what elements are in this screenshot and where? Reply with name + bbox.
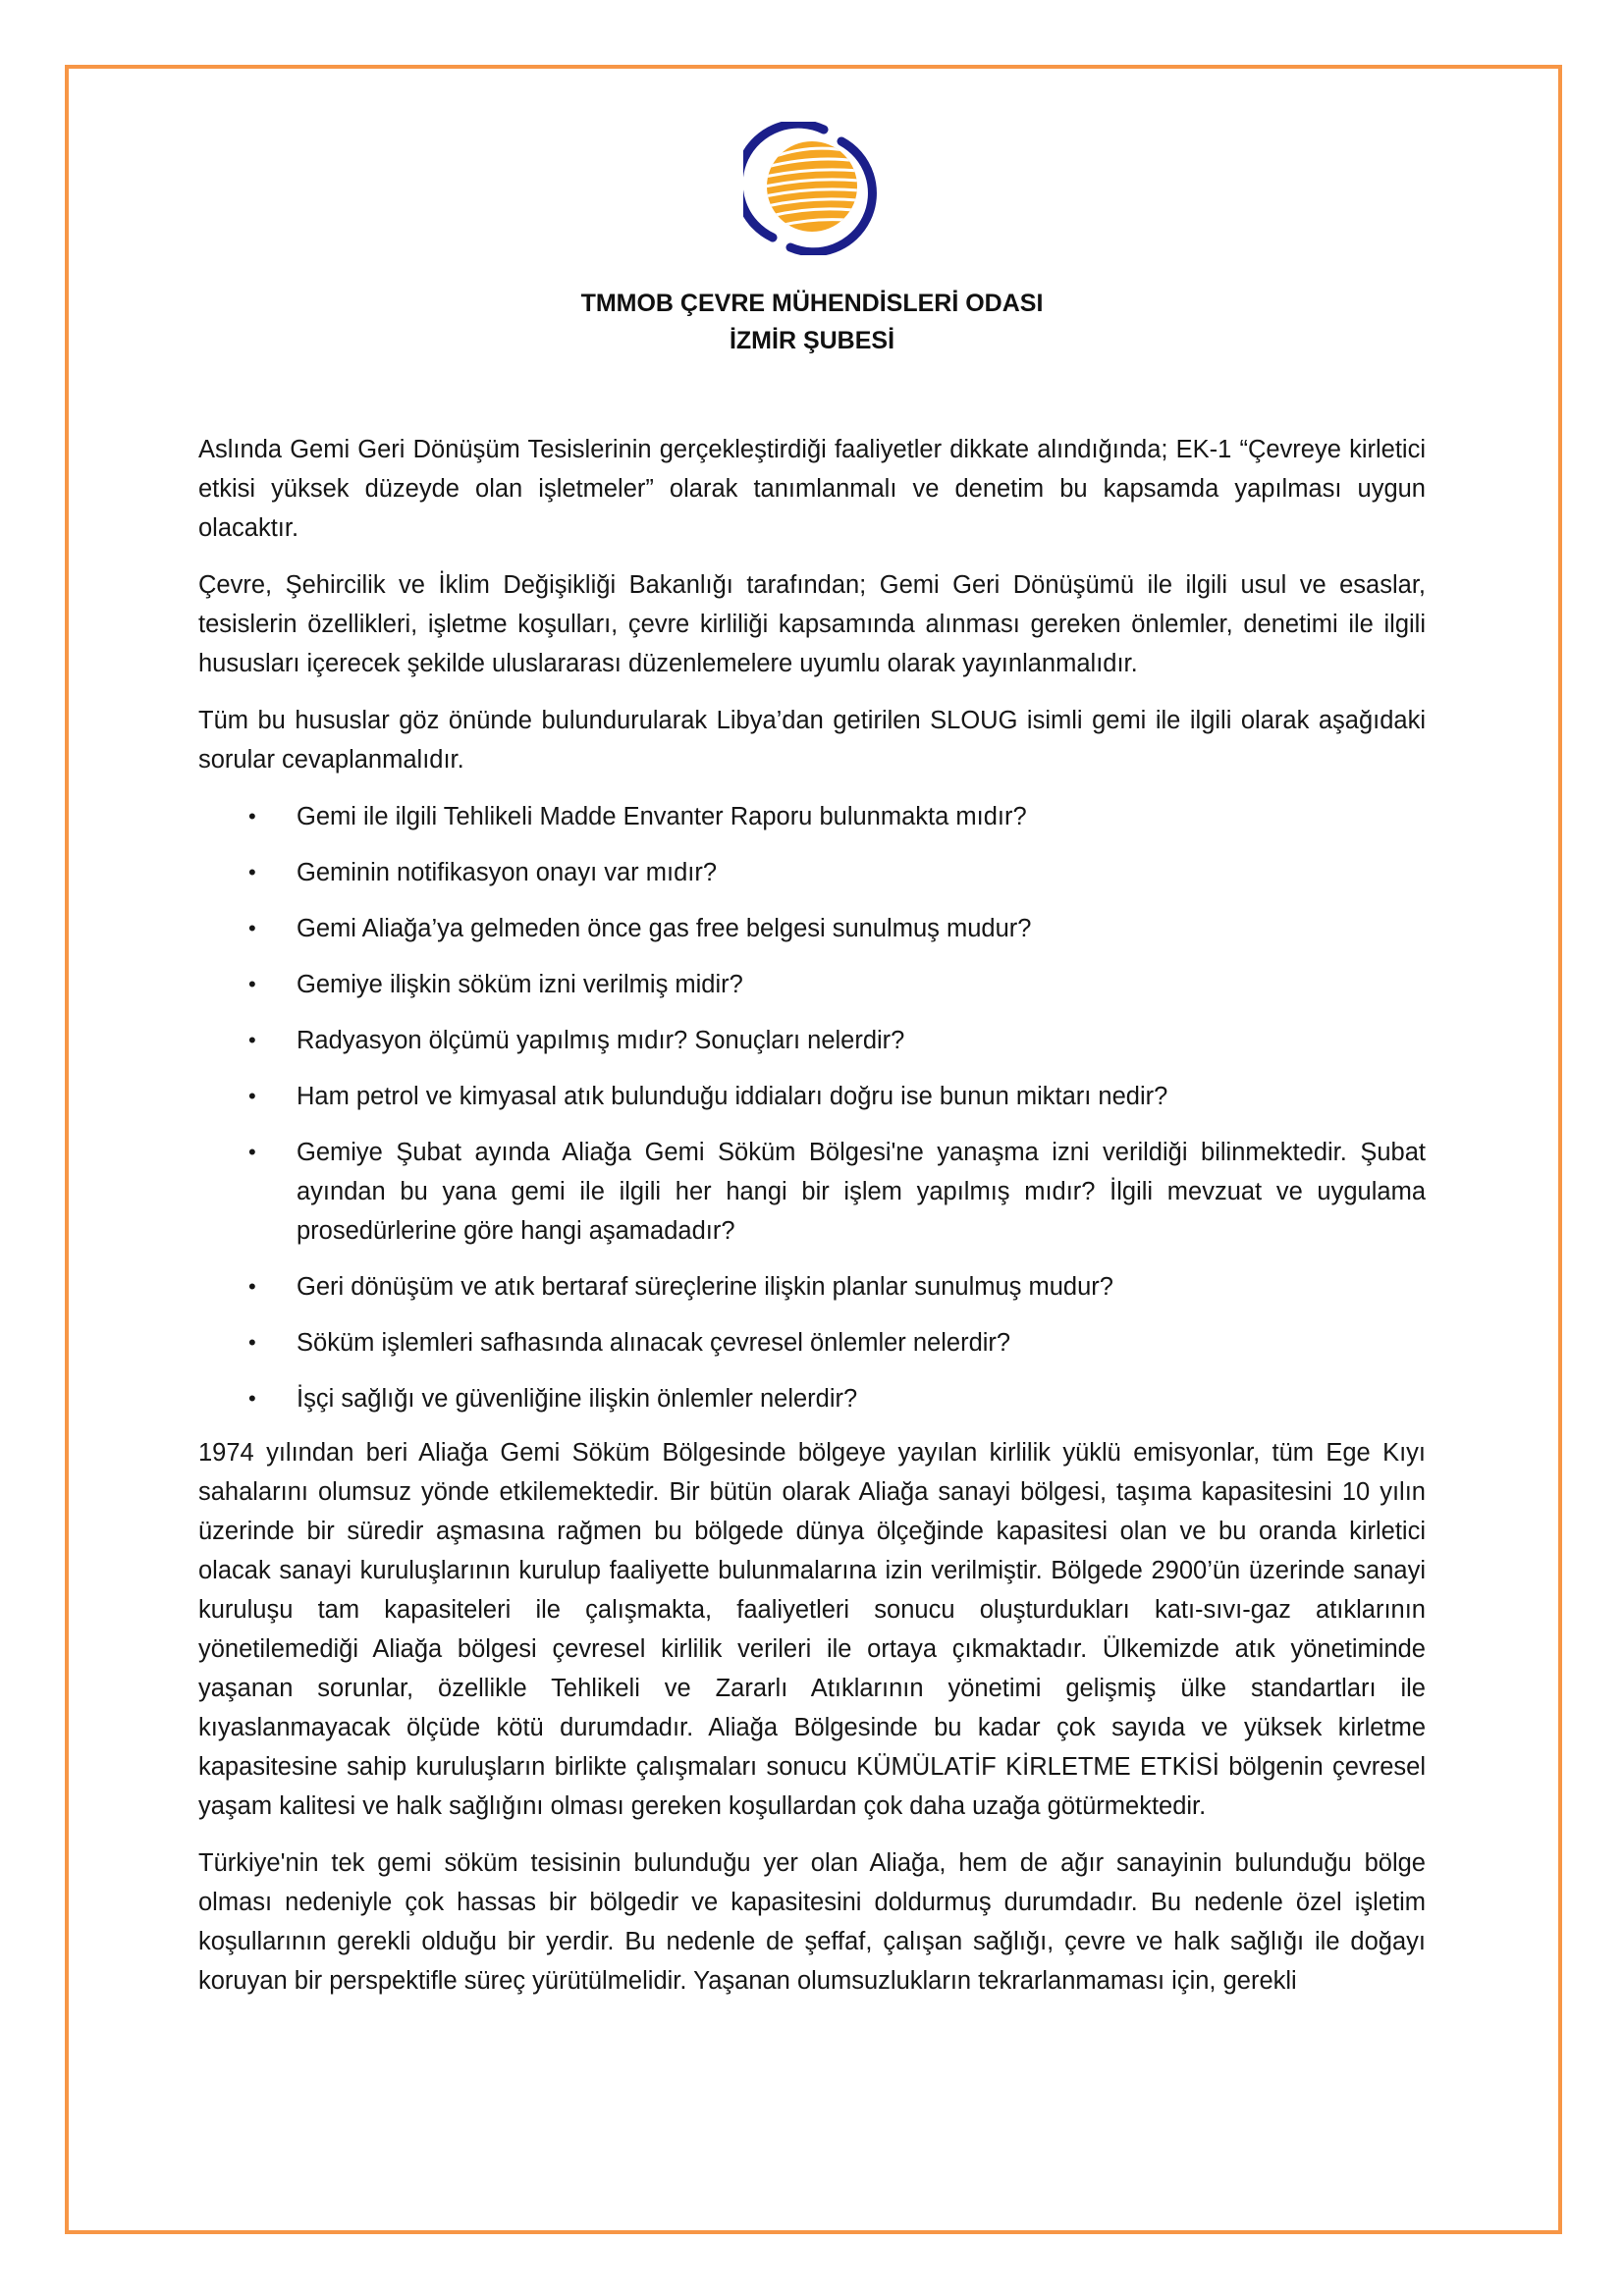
paragraph-aliaga-pollution: 1974 yılından beri Aliağa Gemi Söküm Bölgesinde bölgeye yayılan kirlilik yüklü emisyonlar, tüm Ege Kıyı sahalarını olumsuz yönde etkilemektedir. Bir bütün olarak Aliağa sanayi bölgesi, taşıma kapasitesini 10 yılın üzerinde bir süredir aşmasına rağmen bu bölgede dünya ölçeğinde kapasitesi olan ve bu oranda kirletici olacak sanayi kuruluşlarının kurulup faaliyette bulunmalarına izin verilmiştir. Bölgede 2900’ün üzerinde sanayi kuruluşu tam kapasiteleri ile çalışmakta, faaliyetleri sonucu oluşturdukları katı-sıvı-gaz atıklarının yönetilemediği Aliağa bölgesi çevresel kirlilik verileri ile ortaya çıkmaktadır. Ülkemizde atık yönetiminde yaşanan sorunlar, özellikle Tehlikeli ve Zararlı Atıklarının yönetimi gelişmiş ülke standartları ile kıyaslanmayacak ölçüde kötü durumdadır. Aliağa Bölgesinde bu kadar çok sayıda ve yüksek kirletme kapasitesine sahip kuruluşların birlikte çalışmaları sonucu KÜMÜLATİF KİRLETME ETKİSİ bölgenin çevresel yaşam kalitesi ve halk sağlığını olması gereken koşullardan çok daha uzağa götürmektedir. — [198, 1439, 1426, 1820]
bullet-icon: • — [248, 916, 256, 940]
paragraph-ministry: Çevre, Şehircilik ve İklim Değişikliği Bakanlığı tarafından; Gemi Geri Dönüşümü ile ilgili usul ve esaslar, tesislerin özellikleri, işletme koşulları, çevre kirliliği kapsamında alınması gereken önlemler, denetimi ile ilgili hususları içerecek şekilde uluslararası düzenlemelere uyumlu olarak yayınlanmalıdır. — [198, 571, 1426, 677]
bullet-icon: • — [248, 860, 256, 884]
document-heading — [0, 285, 1624, 359]
paragraph-questions-intro: Tüm bu hususlar göz önünde bulundurularak Libya’dan getirilen SLOUG isimli gemi ile ilgili olarak aşağıdaki sorular cevaplanmalıdır. — [198, 707, 1426, 774]
paragraph-intro: Aslında Gemi Geri Dönüşüm Tesislerinin gerçekleştirdiği faaliyetler dikkate alındığında; EK-1 “Çevreye kirletici etkisi yüksek düzeyde olan işletmeler” olarak tanımlanmalı ve denetim bu kapsamda yapılması uygun olacaktır. — [198, 436, 1426, 542]
bullet-icon: • — [248, 1028, 256, 1052]
bullet-icon: • — [248, 1274, 256, 1299]
list-item: • Gemiye ilişkin söküm izni verilmiş midir? — [198, 965, 1426, 1004]
bullet-icon: • — [248, 1140, 256, 1164]
bullet-icon: • — [248, 1330, 256, 1355]
questions-list — [198, 797, 1426, 1418]
list-item: • Söküm işlemleri safhasında alınacak çevresel önlemler nelerdir? — [198, 1323, 1426, 1362]
bullet-icon: • — [248, 1084, 256, 1108]
org-title: TMMOB ÇEVRE MÜHENDİSLERİ ODASI — [580, 290, 1044, 317]
list-item: • Gemi Aliağa’ya gelmeden önce gas free belgesi sunulmuş mudur? — [198, 909, 1426, 948]
document-body — [198, 430, 1426, 2018]
list-item: • Gemi ile ilgili Tehlikeli Madde Envanter Raporu bulunmakta mıdır? — [198, 797, 1426, 836]
paragraph-turkey-ship-recycling: Türkiye'nin tek gemi söküm tesisinin bulunduğu yer olan Aliağa, hem de ağır sanayinin bulunduğu bölge olması nedeniyle çok hassas bir bölgedir ve kapasitesini doldurmuş durumdadır. Bu nedenle özel işletim koşullarının gerekli olduğu bir yerdir. Bu nedenle de şeffaf, çalışan sağlığı, çevre ve halk sağlığı ile doğayı koruyan bir perspektifle süreç yürütülmelidir. Yaşanan olumsuzlukların tekrarlanmaması için, gerekli — [198, 1849, 1426, 1995]
list-item: • Ham petrol ve kimyasal atık bulunduğu iddiaları doğru ise bunun miktarı nedir? — [198, 1077, 1426, 1116]
list-item: • Geminin notifikasyon onayı var mıdır? — [198, 853, 1426, 892]
list-item: • Radyasyon ölçümü yapılmış mıdır? Sonuçları nelerdir? — [198, 1021, 1426, 1060]
list-item: • Geri dönüşüm ve atık bertaraf süreçlerine ilişkin planlar sunulmuş mudur? — [198, 1267, 1426, 1307]
globe-logo-icon — [743, 122, 877, 255]
list-item: • İşçi sağlığı ve güvenliğine ilişkin önlemler nelerdir? — [198, 1379, 1426, 1418]
bullet-icon: • — [248, 1386, 256, 1411]
list-item: • Gemiye Şubat ayında Aliağa Gemi Söküm Bölgesi'ne yanaşma izni verildiği bilinmektedir. Şubat ayından bu yana gemi ile ilgili her hangi bir işlem yapılmış mıdır? İlgili mevzuat ve uygulama prosedürlerine göre hangi aşamadadır? — [198, 1133, 1426, 1251]
bullet-icon: • — [248, 804, 256, 828]
branch-title: İZMİR ŞUBESİ — [729, 327, 895, 354]
bullet-icon: • — [248, 972, 256, 996]
